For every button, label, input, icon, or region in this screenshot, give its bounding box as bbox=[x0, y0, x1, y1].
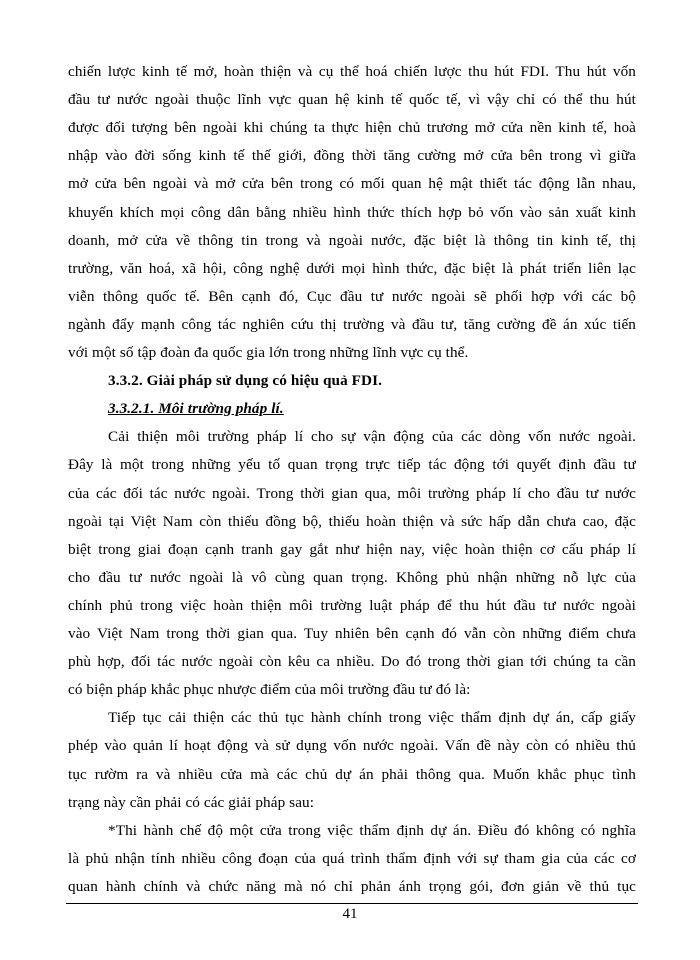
body-text-line: mở cửa bên ngoài và mở cửa bên trong có mối quan hệ mật thiết tác động lẫn nhau, bbox=[68, 175, 636, 192]
body-text-line: *Thi hành chế độ một cửa trong việc thẩm định dự án. Điều đó không có nghĩa bbox=[108, 822, 636, 839]
body-text-line: Tiếp tục cải thiện các thủ tục hành chính trong việc thẩm định dự án, cấp giấy bbox=[108, 709, 636, 726]
footer-rule bbox=[66, 903, 638, 904]
body-text-line: viễn thông quốc tế. Bên cạnh đó, Cục đầu tư nước ngoài sẽ phối hợp với các bộ bbox=[68, 288, 636, 305]
body-text-line: trường, văn hoá, xã hội, công nghệ dưới mọi hình thức, đặc biệt là phát triển liên lạc bbox=[68, 260, 636, 277]
body-text-line: chiến lược kinh tế mở, hoàn thiện và cụ thể hoá chiến lược thu hút FDI. Thu hút vốn bbox=[68, 63, 636, 80]
subsection-heading: 3.3.2.1. Môi trường pháp lí. bbox=[108, 400, 284, 417]
body-text-line: nhập vào đời sống kinh tế thế giới, đồng thời tăng cường mở cửa bên trong vì giữa bbox=[68, 147, 636, 164]
body-text-line: là phủ nhận tính nhiều công đoạn của quá trình thẩm định với sự tham gia của các cơ bbox=[68, 850, 636, 867]
body-text-line: phép vào quản lí hoạt động và sử dụng vốn nước ngoài. Vấn đề này còn có nhiều thủ bbox=[68, 737, 636, 754]
body-text-line: cho đầu tư nước ngoài là vô cùng quan trọng. Không phủ nhận những nỗ lực của bbox=[68, 569, 636, 586]
body-text-line: được đối tượng bên ngoài khi chúng ta thực hiện chủ trương mở cửa nền kinh tế, hoà bbox=[68, 119, 636, 136]
body-text-line: ngành đẩy mạnh công tác nghiên cứu thị trường và đầu tư, tăng cường đề án xúc tiến bbox=[68, 316, 636, 333]
body-text-line: vào Việt Nam trong thời gian qua. Tuy nhiên bên cạnh đó vẫn còn những điểm chưa bbox=[68, 625, 636, 642]
body-text-line: Đây là một trong những yếu tố quan trọng trực tiếp tác động tới quyết định đầu tư bbox=[68, 456, 636, 473]
body-text-line: biệt trong giai đoạn cạnh tranh gay gắt như hiện nay, việc hoàn thiện cơ cấu pháp lí bbox=[68, 541, 636, 558]
body-text-line: khuyến khích mọi công dân bằng nhiều hình thức thích hợp bỏ vốn vào sản xuất kinh bbox=[68, 204, 636, 221]
body-text-line: chính phủ trong việc hoàn thiện môi trường luật pháp để thu hút đầu tư nước ngoài bbox=[68, 597, 636, 614]
body-text-line: có biện pháp khắc phục nhược điểm của môi trường đầu tư đó là: bbox=[68, 681, 471, 698]
body-text-line: phù hợp, đối tác nước ngoài còn kêu ca nhiều. Do đó trong thời gian tới chúng ta cần bbox=[68, 653, 636, 670]
body-text-line: Cải thiện môi trường pháp lí cho sự vận động của các dòng vốn nước ngoài. bbox=[108, 428, 636, 445]
body-text-line: quan hành chính và chức năng mà nó chỉ phản ánh trọng gói, đơn giản về thủ tục bbox=[68, 878, 636, 895]
body-text-line: trạng này cần phải có các giải pháp sau: bbox=[68, 794, 315, 811]
section-heading: 3.3.2. Giải pháp sử dụng có hiệu quả FDI. bbox=[108, 372, 383, 389]
body-text-line: đầu tư nước ngoài thuộc lĩnh vực quan hệ kinh tế quốc tế, vì vậy chỉ có thể thu hút bbox=[68, 91, 636, 108]
body-text-line: tục rườm ra và nhiều cửa mà các chủ dự án phải thông qua. Muốn khắc phục tình bbox=[68, 766, 636, 783]
body-text-line: ngoài tại Việt Nam còn thiếu đồng bộ, thiếu hoàn thiện và sức hấp dẫn chưa cao, đặc bbox=[68, 513, 636, 530]
page-number: 41 bbox=[342, 906, 358, 922]
body-text-line: với một số tập đoàn đa quốc gia lớn trong những lĩnh vực cụ thể. bbox=[68, 344, 469, 361]
body-text-line: doanh, mở cửa về thông tin trong và ngoài nước, đặc biệt là thông tin kinh tế, thị bbox=[68, 232, 636, 249]
body-text-line: của các đối tác nước ngoài. Trong thời gian qua, môi trường pháp lí cho đầu tư nước bbox=[68, 485, 636, 502]
